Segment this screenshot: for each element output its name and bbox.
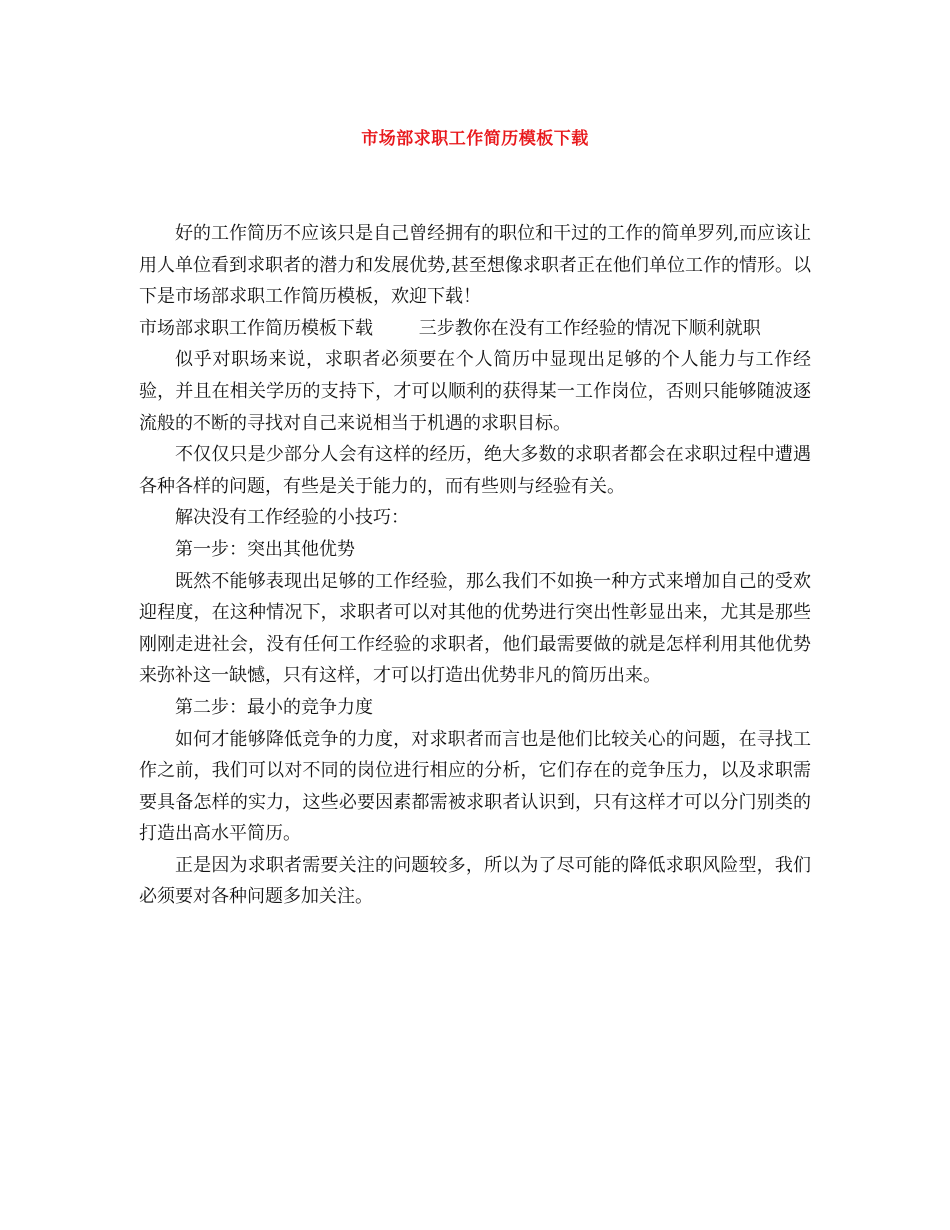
paragraph-8: 正是因为求职者需要关注的问题较多，所以为了尽可能的降低求职风险型，我们必须要对各种问题多加关注。 <box>139 854 811 908</box>
document-title: 市场部求职工作简历模板下载 <box>361 129 589 149</box>
paragraph-2: 不仅仅只是少部分人会有这样的经历，绝大多数的求职者都会在求职过程中遭遇各种各样的问题，有些是关于能力的，而有些则与经验有关。 <box>139 444 811 497</box>
intro-paragraph: 好的工作简历不应该只是自己曾经拥有的职位和干过的工作的简单罗列,而应该让用人单位看到求职者的潜力和发展优势,甚至想像求职者正在他们单位工作的情形。以下是市场部求职工作简历模板，欢迎下载！ <box>139 223 811 308</box>
paragraph-5: 既然不能够表现出足够的工作经验，那么我们不如换一种方式来增加自己的受欢迎程度，在这种情况下，求职者可以对其他的优势进行突出性彰显出来，尤其是那些刚刚走进社会，没有任何工作经验的求职者，他们最需要做的就是怎样利用其他优势来弥补这一缺憾，只有这样，才可以打造出优势非凡的简历出来。 <box>139 570 811 687</box>
document-body <box>139 218 811 913</box>
paragraph-1: 似乎对职场来说，求职者必须要在个人简历中显现出足够的个人能力与工作经验，并且在相关学历的支持下，才可以顺利的获得某一工作岗位，否则只能够随波逐流般的不断的寻找对自己来说相当于机遇的求职目标。 <box>139 349 811 434</box>
subheading-line: 市场部求职工作简历模板下载 三步教你在没有工作经验的情况下顺利就职 <box>139 317 761 339</box>
step-two-heading: 第二步：最小的竞争力度 <box>175 696 373 718</box>
step-one-heading: 第一步：突出其他优势 <box>175 538 355 560</box>
paragraph-3: 解决没有工作经验的小技巧： <box>175 507 409 529</box>
paragraph-7: 如何才能够降低竞争的力度，对求职者而言也是他们比较关心的问题，在寻找工作之前，我们可以对不同的岗位进行相应的分析，它们存在的竞争压力，以及求职需要具备怎样的实力，这些必要因素都需被求职者认识到，只有这样才可以分门别类的打造出高水平简历。 <box>139 728 811 845</box>
